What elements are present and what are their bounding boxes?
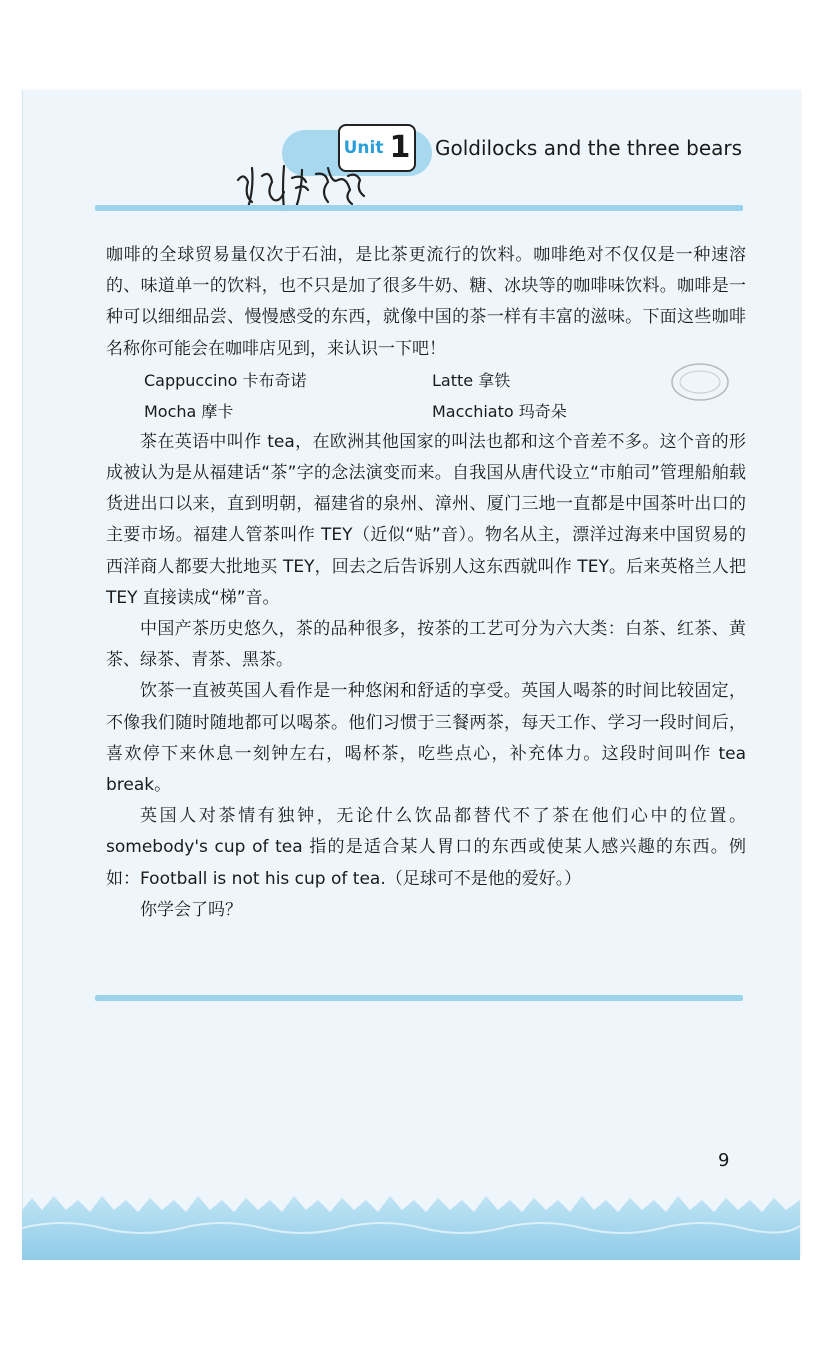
paragraph-tea-origin: 茶在英语中叫作 tea，在欧洲其他国家的叫法也都和这个音差不多。这个音的形成被认为是从福建话“茶”字的念法演变而来。自我国从唐代设立“市舶司”管理船舶载货进出口以来，直到明朝，福建省的泉州、漳州、厦门三地一直都是中国茶叶出口的主要市场。福建人管茶叫作 TEY（近似“贴”音）。物名从主，漂洋过海来中国贸易的西洋商人都要大批地买 TEY，回去之后告诉别人这东西就叫作 TEY。后来英格兰人把 TEY 直接读成“梯”音。	[106, 431, 746, 608]
term-latte: Latte 拿铁	[432, 370, 511, 390]
paragraph-tea-types: 中国产茶历史悠久，茶的品种很多，按茶的工艺可分为六大类：白茶、红茶、黄茶、绿茶、青茶、黑茶。	[106, 619, 746, 671]
paragraph-cup-of-tea: 英国人对茶情有独钟，无论什么饮品都替代不了茶在他们心中的位置。somebody's cup of tea 指的是适合某人胃口的东西或使某人感兴趣的东西。例如：Football is not his cup of tea.（足球可不是他的爱好。）	[106, 806, 746, 889]
term-macchiato: Macchiato 玛奇朵	[432, 401, 567, 421]
page-number: 9	[718, 1150, 730, 1171]
article-body	[106, 240, 746, 926]
unit-word: Unit	[343, 138, 384, 158]
bottom-divider-band	[95, 995, 743, 1001]
term-cappuccino: Cappuccino 卡布奇诺	[144, 370, 307, 390]
stamp-icon	[668, 358, 732, 406]
paragraph-coffee: 咖啡的全球贸易量仅次于石油，是比茶更流行的饮料。咖啡绝对不仅仅是一种速溶的、味道单一的饮料，也不只是加了很多牛奶、糖、冰块等的咖啡味饮料。咖啡是一种可以细细品尝、慢慢感受的东西，就像中国的茶一样有丰富的滋味。下面这些咖啡名称你可能会在咖啡店见到，来认识一下吧！	[106, 245, 746, 359]
paragraph-question: 你学会了吗？	[140, 899, 242, 920]
unit-title: Goldilocks and the three bears	[435, 136, 743, 160]
paragraph-tea-break: 饮茶一直被英国人看作是一种悠闲和舒适的享受。英国人喝茶的时间比较固定，不像我们随时随地都可以喝茶。他们习惯于三餐两茶，每天工作、学习一段时间后，喜欢停下来休息一刻钟左右，喝杯茶，吃些点心，补充体力。这段时间叫作 tea break。	[106, 681, 746, 796]
top-divider-band	[95, 205, 743, 211]
unit-number: 1	[389, 130, 411, 165]
term-mocha: Mocha 摩卡	[144, 401, 234, 421]
coffee-terms	[106, 365, 746, 427]
wave-decoration-icon	[22, 1170, 800, 1260]
